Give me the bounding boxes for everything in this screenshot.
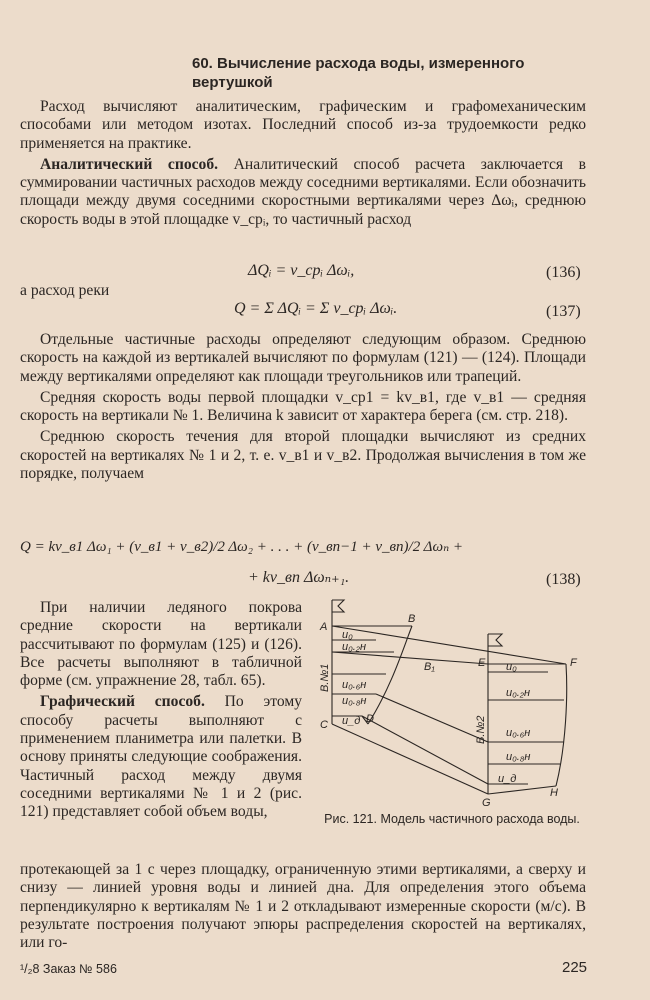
label-u02-v1: u₀.₂н (342, 641, 367, 653)
label-u0-v1: u₀ (342, 629, 353, 641)
bottom-line-gh (488, 786, 556, 794)
bottom-line-cg (332, 724, 488, 794)
label-u0-v2: u₀ (506, 661, 517, 673)
equation-138-number: (138) (546, 571, 581, 588)
graphic-paragraph (20, 693, 302, 821)
section-heading: 60. Вычисление расхода воды, измеренного вертушкой (192, 55, 525, 91)
body-bottom (20, 861, 586, 955)
ice-cover-paragraph: При наличии ледяного покрова средние скорости на вертикали рассчитывают по формулам (125) и (126). Все расчеты выполняют в табличной форме (см. упражнение 28, табл. 65). (20, 599, 302, 690)
label-b1: B₁ (424, 661, 435, 673)
body-top (20, 98, 586, 232)
body-middle (20, 331, 586, 486)
velocity-profile-1 (368, 626, 412, 724)
flag-icon-vertical-2 (488, 634, 502, 646)
label-u08-v1: u₀.₈н (342, 695, 367, 707)
partial-flows-paragraph: Отдельные частичные расходы определяют следующим образом. Среднюю скорость на каждой из вертикалей вычисляют по формулам (121) — (124). Площади между вертикалями определяют как площади треугольников или трапеций. (20, 331, 586, 385)
label-c: C (320, 719, 328, 731)
label-u02-v2: u₀.₂н (506, 687, 531, 699)
equation-136-number: (136) (546, 264, 581, 281)
label-u06-v2: u₀.₆н (506, 727, 531, 739)
label-h: H (550, 787, 558, 799)
label-f: F (570, 657, 577, 669)
printer-mark: ¹/₂8 Заказ № 586 (20, 962, 117, 976)
final-paragraph: протекающей за 1 с через площадку, ограниченную этими вертикалями, а сверху и снизу — линией уровня воды и линией дна. Для определения этого объема перпендикулярно к вертикалям № 1 и 2 откладывают измеренные скорости (м/с). В результате построения получают эпюры распределения скоростей на вертикалях, или го- (20, 861, 586, 952)
label-g: G (482, 797, 491, 808)
second-area-paragraph: Среднюю скорость течения для второй площадки вычисляют из средних скоростей на вертикалях № 1 и 2, т. е. v_в1 и v_в2. Продолжая вычисления в том же порядке, получаем (20, 428, 586, 483)
first-area-paragraph: Средняя скорость воды первой площадки v_ср1 = kv_в1, где v_в1 — средняя скорость на вертикали № 1. Величина k зависит от характера берега (см. стр. 218). (20, 388, 586, 425)
label-u06-v1: u₀.₆н (342, 679, 367, 691)
label-e: E (478, 657, 486, 669)
body-left-column (20, 599, 302, 825)
figure-121-diagram (316, 596, 588, 808)
equation-137: Q = Σ ΔQᵢ = Σ v_срᵢ Δωᵢ. (234, 300, 398, 317)
graphic-title: Графический способ. (40, 693, 205, 711)
label-u08-v2: u₀.₈н (506, 751, 531, 763)
surface-line-af (332, 626, 566, 664)
analytic-text: Аналитический способ расчета заключается в суммировании частичных расходов между соседними вертикалями. Если обозначить площади между двумя соседними скоростными вертикалями через Δωᵢ, среднюю скорость воды в этой площадке v_срᵢ, то частичный расход (20, 155, 586, 228)
figure-caption: Рис. 121. Модель частичного расхода воды. (324, 812, 580, 826)
label-ud-v2: u_д (498, 773, 517, 785)
equation-136: ΔQᵢ = v_срᵢ Δωᵢ, (248, 262, 355, 279)
equation-138-line2: + kv_вn Δωₙ₊₁. (248, 569, 350, 586)
velocity-profile-2 (556, 664, 567, 786)
label-vertical-1: В.№1 (319, 663, 331, 692)
flag-icon-vertical-1 (332, 600, 344, 612)
surface-line-b1 (332, 652, 488, 664)
intro-paragraph: Расход вычисляют аналитическим, графическим и графомеханическим способами или методом изотах. Последний способ из-за трудоемкости редко применяется на практике. (20, 98, 586, 152)
equation-138-line1: Q = kv_в1 Δω₁ + (v_в1 + v_в2)/2 Δω₂ + . . . + (v_вn−1 + v_вn)/2 Δωₙ + (20, 539, 464, 555)
analytic-title: Аналитический способ. (40, 155, 219, 173)
label-a: A (320, 621, 328, 633)
page-number: 225 (562, 959, 588, 976)
graphic-text: По этому способу расчеты выполняют с применением планиметра или палетки. В основу приняты следующие соображения. Частичный расход между двумя соседними вертикалями № 1 и 2 (рис. 121) представляет собой объем воды, (20, 693, 302, 821)
label-ud-v1: u_д (342, 715, 361, 727)
label-vertical-2: В.№2 (475, 715, 487, 744)
analytic-paragraph (20, 156, 586, 229)
label-d: D (366, 713, 374, 725)
label-b: B (408, 613, 416, 625)
river-flow-label: а расход реки (20, 282, 110, 299)
equation-137-number: (137) (546, 303, 581, 320)
